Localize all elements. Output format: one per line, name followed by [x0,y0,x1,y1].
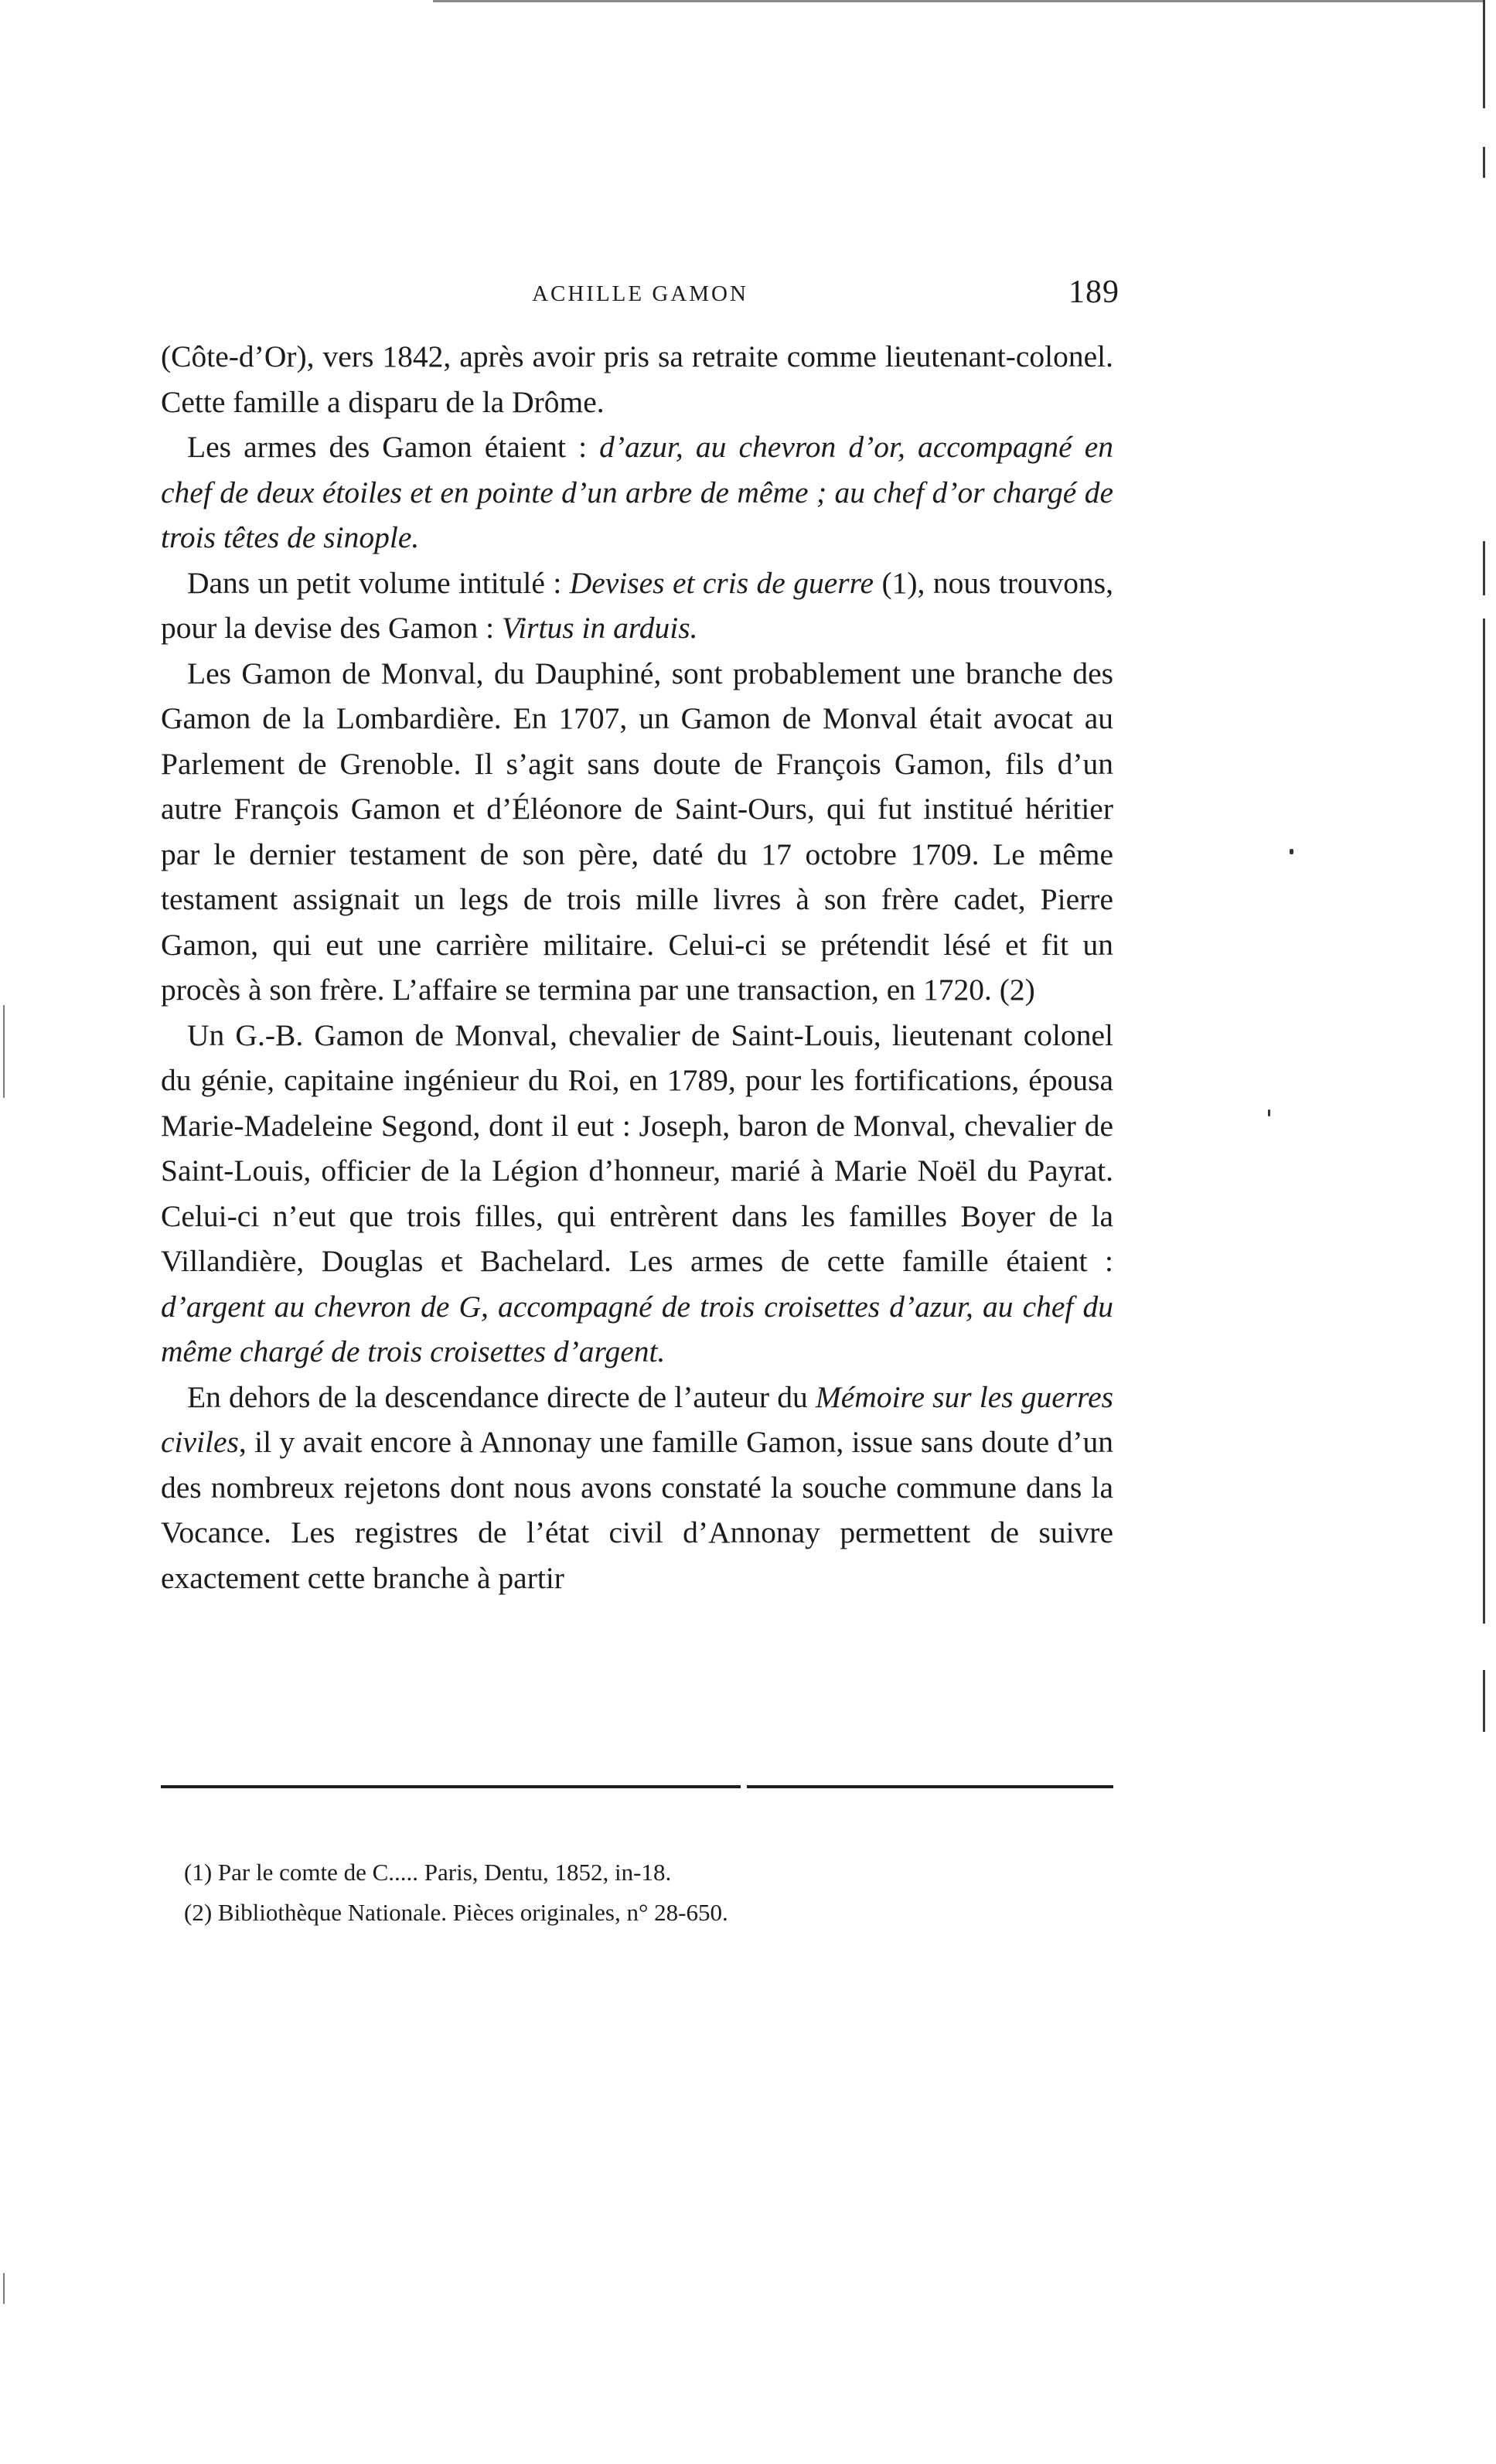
book-title-memoire: Mémoire sur les guerres civiles [161,1379,1113,1459]
paragraph-6-lead: En dehors de la descendance directe de l’auteur du [187,1379,816,1414]
scan-right-edge [1483,147,1485,178]
scan-left-mark [3,2273,5,2304]
paragraph-3-lead: Dans un petit volume intitulé : [187,565,570,600]
paragraph-3-mid: (1), nous trouvons, pour la devise des Gamon : [161,565,1113,645]
running-header [161,274,1119,315]
paragraph-5-lead: Un G.-B. Gamon de Monval, chevalier de Saint-Louis, lieutenant colonel du génie, capitaine ingénieur du Roi, en 1789, pour les fortifications, épousa Marie-Madeleine Segond, dont il eut : Joseph, baron de Monval, chevalier de Saint-Louis, officier de la Légion d’honneur, marié à Marie Noël du Payrat. Celui-ci n’eut que trois filles, qui entrèrent dans les familles Boyer de la Villandière, Douglas et Bachelard. Les armes de cette famille étaient : [161,1017,1113,1278]
footnote-2: (2) Bibliothèque Nationale. Pièces originales, n° 28-650. [184,1899,728,1926]
scan-right-edge [1483,0,1485,108]
paragraph-6 [161,1375,1113,1601]
paragraph-3 [161,561,1113,651]
paragraph-6-tail: , il y avait encore à Annonay une famille Gamon, issue sans doute d’un des nombreux rejetons dont nous avons constaté la souche commune dans la Vocance. Les registres de l’état civil d’Annonay permettent de suivre exactement cette branche à partir [161,1425,1113,1595]
paragraph-1 [161,334,1113,424]
paragraph-2 [161,424,1113,561]
paragraph-5 [161,1013,1113,1375]
blazon-gamon: d’azur, au chevron d’or, accompagné en chef de deux étoiles et en pointe d’un arbre de même ; au chef d’or chargé de trois têtes de sinople. [161,430,1113,554]
footnote-separator [161,1785,1113,1788]
scan-left-mark [3,1005,5,1098]
book-title-devises: Devises et cris de guerre [569,565,874,600]
scan-right-edge [1483,541,1485,595]
footnotes [184,1852,1096,1933]
paragraph-4-text: Les Gamon de Monval, du Dauphiné, sont probablement une branche des Gamon de la Lombardière. En 1707, un Gamon de Monval était avocat au Parlement de Grenoble. Il s’agit sans doute de François Gamon, fils d’un autre François Gamon et d’Éléonore de Saint-Ours, qui fut institué héritier par le dernier testament de son père, daté du 17 octobre 1709. Le même testament assignait un legs de trois mille livres à son frère cadet, Pierre Gamon, qui eut une carrière militaire. Celui-ci se prétendit lésé et fit un procès à son frère. L’affaire se termina par une transaction, en 1720. (2) [161,656,1113,1007]
paragraph-4 [161,651,1113,1013]
page-number: 189 [1068,274,1119,310]
ink-speck [1290,849,1293,854]
blazon-monval: d’argent au chevron de G, accompagné de trois croisettes d’azur, au chef du même chargé de trois croisettes d’argent. [161,1289,1113,1368]
scan-right-edge [1483,1670,1485,1732]
ink-speck [1268,1109,1270,1116]
footnote-1: (1) Par le comte de C..... Paris, Dentu, 1852, in-18. [184,1859,672,1886]
paragraph-1-text: (Côte-d’Or), vers 1842, après avoir pris sa retraite comme lieutenant-colonel. Cette famille a disparu de la Drôme. [161,339,1113,419]
body-text [161,334,1113,1600]
motto: Virtus in arduis. [501,611,698,645]
scan-right-edge [1483,619,1485,1624]
scan-top-edge [433,0,1484,2]
paragraph-2-lead: Les armes des Gamon étaient : [187,430,600,464]
running-title: ACHILLE GAMON [532,281,748,306]
